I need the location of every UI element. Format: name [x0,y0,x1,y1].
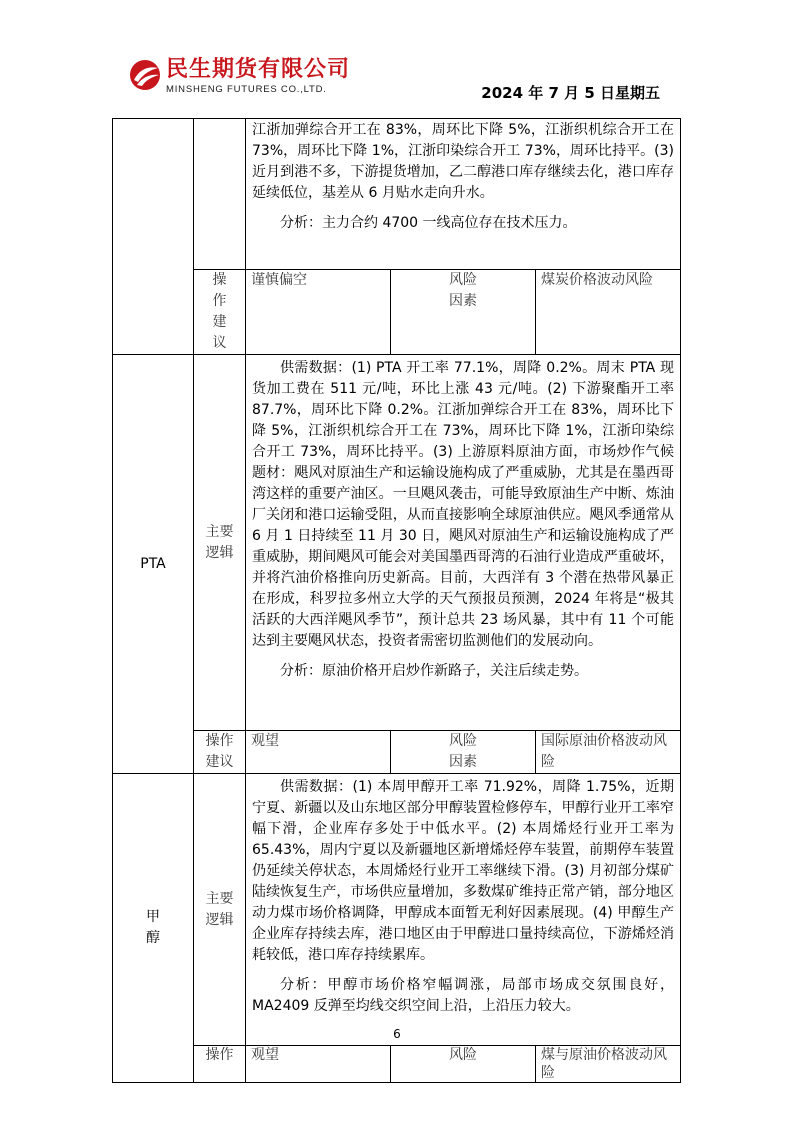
commodity-name-cell [113,119,194,355]
logic-content-cell [246,774,681,1046]
logic-text: 供需数据：(1) 本周甲醇开工率 71.92%，周降 1.75%，近期宁夏、新疆以及山东地区部分甲醇装置检修停车，甲醇行业开工率窄幅下滑，企业库存多处于中低水平。(2) 本周烯烃行业开工率为 65.43%，周内宁夏以及新疆地区新增烯烃停车装置，前期停车装置仍延续关停状态，本周烯烃行业开工率继续下滑。(3) 月初部分煤矿陆续恢复生产，市场供应量增加，多数煤矿维持正常产销，部分地区动力煤市场价格调降，甲醇成本面暂无利好因素展现。(4) 甲醇生产企业库存持续去库，港口地区由于甲醇进口量持续高位，下游烯烃消耗较低，港口库存持续累库。 [252,779,674,963]
operation-row [113,270,681,355]
operation-value: 观望 [246,731,391,774]
commodity-analysis-table [112,118,681,1083]
operation-row [113,1046,681,1083]
section-row-continued [113,119,681,270]
logic-label-cell: 主要逻辑 [194,774,246,1046]
company-logo [128,56,368,100]
logic-text: 供需数据：(1) PTA 开工率 77.1%，周降 0.2%。周末 PTA 现货加工费在 511 元/吨，环比上涨 43 元/吨。(2) 下游聚酯开工率 87.7%，周环比下降 0.2%。江浙加弹综合开工在 83%，周环比下降 5%，江浙织机综合开工在 73%，周环比下降 1%，江浙印染综合开工 73%，周环比持平。(3) 上游原料原油方面，市场炒作气候题材：飓风对原油生产和运输设施构成了严重威胁，尤其是在墨西哥湾这样的重要产油区。一旦飓风袭击，可能导致原油生产中断、炼油厂关闭和港口运输受阻，从而直接影响全球原油供应。飓风季通常从 6 月 1 日持续至 11 月 30 日，飓风对原油生产和运输设施构成了严重威胁，期间飓风可能会对美国墨西哥湾的石油行业造成严重破坏，并将汽油价格推向历史新高。目前，大西洋有 3 个潜在热带风暴正在形成，科罗拉多州立大学的天气预报员预测，2024 年将是“极其活跃的大西洋飓风季节”，预计总共 23 场风暴，其中有 11 个可能达到主要飓风状态，投资者需密切监测他们的发展动向。 [252,360,674,649]
risk-value: 煤炭价格波动风险 [536,270,681,355]
report-date: 2024 年 7 月 5 日星期五 [481,84,660,102]
logic-text: 江浙加弹综合开工在 83%，周环比下降 5%，江浙织机综合开工在 73%，周环比下降 1%，江浙印染综合开工 73%，周环比持平。(3) 近月到港不多，下游提货增加，乙二醇港口库存继续去化，港口库存延续低位，基差从 6 月贴水走向升水。 [252,122,674,201]
operation-row [113,731,681,774]
operation-label: 操作建议 [194,731,246,774]
analysis-text: 分析：甲醇市场价格窄幅调涨，局部市场成交氛围良好，MA2409 反弹至均线交织空间上沿，上沿压力较大。 [252,977,674,1014]
risk-value: 国际原油价格波动风险 [536,731,681,774]
risk-label: 风险 [391,1046,536,1083]
minsheng-logo-icon [128,58,162,92]
operation-label: 操作 [194,1046,246,1083]
operation-label: 操作建议 [194,270,246,355]
logo-english-name: MINSHENG FUTURES CO.,LTD. [166,84,327,95]
page-header [0,0,794,110]
operation-value: 观望 [246,1046,391,1083]
page-number: 6 [393,1027,401,1041]
analysis-text: 分析：主力合约 4700 一线高位存在技术压力。 [280,215,577,231]
commodity-name-pta: PTA [113,355,194,774]
operation-value: 谨慎偏空 [246,270,391,355]
risk-label: 风险因素 [391,731,536,774]
risk-label: 风险因素 [391,270,536,355]
analysis-text: 分析：原油价格开启炒作新路子，关注后续走势。 [280,663,588,679]
risk-value: 煤与原油价格波动风险 [536,1046,681,1083]
logic-content-cell [246,119,681,270]
section-row-methanol [113,774,681,1046]
logic-label-cell [194,119,246,270]
section-row-pta [113,355,681,731]
commodity-name-methanol: 甲醇 [113,774,194,1083]
logic-label-cell: 主要逻辑 [194,355,246,731]
logic-content-cell [246,355,681,731]
logo-chinese-name: 民生期货有限公司 [166,57,351,82]
